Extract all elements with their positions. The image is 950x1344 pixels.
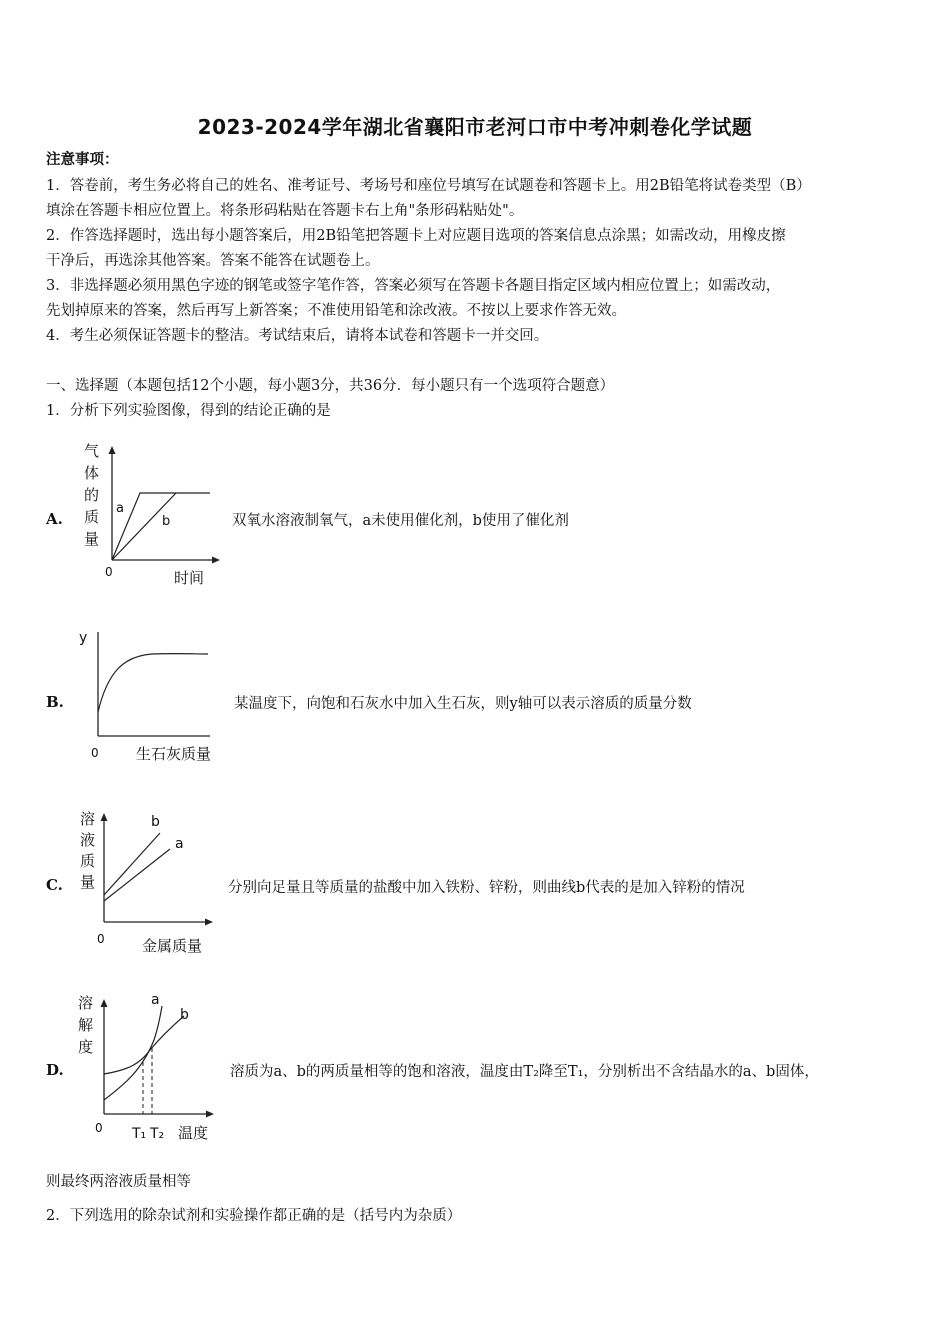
y-axis-arrow — [101, 813, 108, 821]
notice-line: 2．作答选择题时，选出每小题答案后，用2B铅笔把答题卡上对应题目选项的答案信息点涂黑；如需改动，用橡皮擦 — [46, 228, 786, 244]
origin-label: 0 — [95, 1121, 103, 1135]
svg-text:量: 量 — [84, 530, 100, 548]
origin-label: 0 — [105, 565, 113, 579]
option-c-graph — [70, 805, 225, 957]
x-axis-label: 时间 — [174, 569, 205, 587]
svg-text:液: 液 — [80, 831, 96, 849]
curve-b-label: b — [162, 514, 171, 529]
svg-text:质: 质 — [84, 508, 100, 526]
option-d-continuation: 则最终两溶液质量相等 — [46, 1174, 191, 1190]
question-1-stem: 1．分析下列实验图像，得到的结论正确的是 — [46, 403, 331, 419]
tick-t2: T₂ — [150, 1126, 165, 1142]
notice-line: 干净后，再选涂其他答案。答案不能答在试题卷上。 — [46, 253, 380, 269]
curve-a-label: a — [175, 836, 184, 852]
option-d-graph — [70, 988, 230, 1146]
option-b-label: B. — [46, 693, 64, 711]
svg-text:的: 的 — [84, 486, 100, 504]
notice-line: 填涂在答题卡相应位置上。将条形码粘贴在答题卡右上角"条形码粘贴处"。 — [46, 203, 524, 219]
svg-text:度: 度 — [78, 1038, 94, 1056]
option-a-text: 双氧水溶液制氧气，a未使用催化剂，b使用了催化剂 — [232, 513, 569, 529]
option-d-label: D. — [46, 1061, 64, 1079]
option-b-text: 某温度下，向饱和石灰水中加入生石灰，则y轴可以表示溶质的质量分数 — [234, 696, 692, 712]
option-d-ylabel — [78, 994, 93, 1056]
x-axis-arrow — [212, 557, 220, 564]
y-axis-arrow — [101, 999, 108, 1007]
svg-text:质: 质 — [80, 852, 96, 870]
notice-line: 1．答卷前，考生务必将自己的姓名、准考证号、考场号和座位号填写在试题卷和答题卡上。用2B铅笔将试卷类型（B） — [46, 178, 811, 194]
svg-text:溶: 溶 — [78, 994, 94, 1012]
svg-text:溶: 溶 — [80, 810, 96, 828]
curve-a — [112, 493, 210, 560]
svg-text:体: 体 — [84, 464, 100, 482]
x-axis-arrow — [205, 919, 213, 926]
option-c-text: 分别向足量且等质量的盐酸中加入铁粉、锌粉，则曲线b代表的是加入锌粉的情况 — [228, 880, 745, 896]
curve-b-label: b — [180, 1007, 189, 1023]
option-c-label: C. — [46, 876, 63, 894]
page-title: 2023-2024学年湖北省襄阳市老河口市中考冲刺卷化学试题 — [197, 115, 753, 139]
svg-text:解: 解 — [78, 1016, 94, 1034]
section-heading: 一、选择题（本题包括12个小题，每小题3分，共36分．每小题只有一个选项符合题意） — [46, 378, 615, 394]
curve-b-label: b — [151, 814, 160, 830]
curve-a — [104, 849, 170, 901]
question-2-stem: 2．下列选用的除杂试剂和实验操作都正确的是（括号内为杂质） — [46, 1208, 462, 1224]
option-a-graph — [70, 438, 230, 590]
curve-a-label: a — [116, 501, 124, 516]
curve-b — [104, 1016, 184, 1074]
notice-heading: 注意事项： — [46, 151, 119, 168]
origin-label: 0 — [97, 932, 105, 946]
notice-line: 3．非选择题必须用黑色字迹的钢笔或签字笔作答，答案必须写在答题卡各题目指定区域内相应位置上；如需改动， — [46, 278, 781, 294]
option-c-ylabel — [80, 810, 95, 891]
option-a-ylabel — [84, 442, 99, 548]
notice-line: 4．考生必须保证答题卡的整洁。考试结束后，请将本试卷和答题卡一并交回。 — [46, 328, 549, 344]
option-d-text: 溶质为a、b的两质量相等的饱和溶液，温度由T₂降至T₁，分别析出不含结晶水的a、b固体， — [230, 1064, 819, 1080]
curve-a — [104, 1006, 162, 1100]
tick-t1: T₁ — [132, 1126, 147, 1142]
y-axis-arrow — [109, 446, 116, 454]
x-axis-arrow — [206, 1111, 214, 1118]
x-axis-label: 生石灰质量 — [136, 745, 212, 763]
x-axis-label: 金属质量 — [142, 937, 203, 955]
option-a-label: A. — [46, 510, 63, 528]
curve — [98, 654, 208, 712]
svg-text:气: 气 — [84, 442, 100, 460]
x-axis-label: 温度 — [178, 1124, 209, 1142]
origin-label: 0 — [91, 746, 99, 760]
notice-line: 先划掉原来的答案，然后再写上新答案；不准使用铅笔和涂改液。不按以上要求作答无效。 — [46, 303, 626, 319]
svg-text:量: 量 — [80, 873, 96, 891]
option-b-ylabel: y — [79, 630, 88, 646]
option-b-graph — [70, 620, 235, 765]
curve-a-label: a — [151, 992, 160, 1008]
